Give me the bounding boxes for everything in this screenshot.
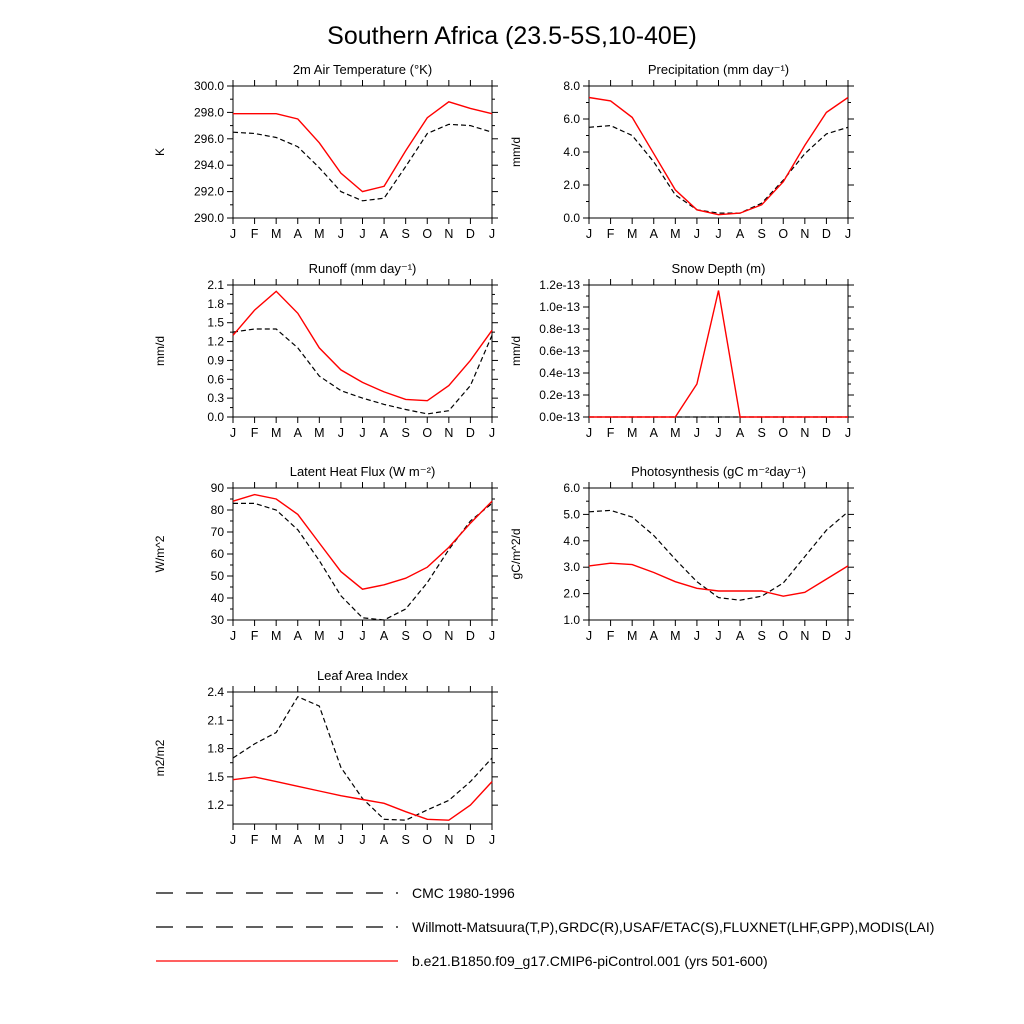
chart-title: Latent Heat Flux (W m⁻²): [289, 464, 436, 479]
x-tick-label: F: [606, 629, 615, 643]
y-tick-label: 30: [210, 613, 224, 627]
legend: [156, 876, 934, 978]
x-tick-label: D: [821, 629, 831, 643]
y-tick-label: 0.4e-13: [539, 366, 580, 380]
y-tick-label: 296.0: [193, 131, 224, 146]
y-axis: [227, 692, 498, 805]
temperature-plot: [148, 60, 500, 256]
x-tick-label: J: [337, 426, 345, 440]
x-tick-label: J: [715, 629, 722, 643]
x-tick-label: M: [314, 227, 325, 241]
x-tick-label: A: [293, 833, 302, 847]
y-tick-label: 40: [210, 591, 224, 605]
temperature-observed-line: [233, 124, 492, 201]
y-tick-label: 298.0: [193, 105, 224, 120]
x-tick-label: O: [778, 426, 789, 440]
y-tick-label: 1.0e-13: [539, 300, 580, 314]
series: [589, 98, 848, 215]
x-tick-label: J: [585, 426, 593, 440]
x-tick-label: S: [757, 426, 766, 440]
y-tick-label: 2.1: [207, 278, 224, 292]
x-tick-label: J: [359, 227, 366, 241]
x-tick-label: S: [401, 629, 410, 643]
y-axis-label: mm/d: [509, 336, 523, 366]
x-tick-label: M: [270, 227, 282, 241]
x-tick-label: J: [229, 629, 237, 643]
series: [589, 510, 848, 600]
y-tick-label: 290.0: [193, 211, 224, 225]
x-tick-label: M: [314, 426, 325, 440]
chart-snow-depth: [504, 259, 856, 455]
chart-title: Photosynthesis (gC m⁻²day⁻¹): [631, 464, 806, 479]
y-tick-label: 294.0: [193, 158, 224, 173]
x-tick-label: J: [693, 426, 701, 440]
x-axis: [233, 686, 492, 830]
photosynthesis-observed-line: [589, 510, 848, 600]
chart-photosynthesis: [504, 462, 856, 658]
runoff-plot: [148, 259, 500, 455]
x-axis: [233, 80, 492, 224]
x-tick-label: J: [488, 227, 496, 241]
x-tick-label: A: [293, 227, 302, 241]
x-tick-label: M: [626, 227, 638, 241]
x-tick-label: M: [314, 833, 325, 847]
chart-runoff: [148, 259, 500, 455]
x-tick-label: A: [649, 629, 658, 643]
runoff-model-line: [233, 291, 492, 400]
x-tick-label: A: [735, 426, 745, 440]
latent-heat-flux-model-line: [233, 495, 492, 590]
legend-item-obs-composite: [156, 910, 934, 944]
chart-title: Leaf Area Index: [316, 668, 409, 683]
x-tick-label: D: [465, 227, 475, 241]
x-tick-label: J: [715, 227, 722, 241]
x-tick-label: F: [250, 227, 259, 241]
x-tick-label: J: [229, 426, 237, 440]
x-tick-label: D: [465, 833, 475, 847]
y-tick-label: 60: [210, 547, 224, 561]
snow-depth-plot: [504, 259, 856, 455]
y-tick-label: 2.0: [563, 586, 580, 601]
x-tick-label: D: [821, 426, 831, 440]
y-tick-label: 2.1: [207, 713, 224, 728]
x-tick-label: J: [337, 833, 345, 847]
x-tick-label: M: [626, 629, 638, 643]
x-tick-label: J: [693, 629, 701, 643]
x-tick-label: M: [314, 629, 325, 643]
x-tick-label: J: [488, 833, 496, 847]
x-tick-label: J: [488, 629, 496, 643]
x-tick-label: A: [293, 426, 302, 440]
x-tick-label: N: [800, 629, 810, 643]
y-tick-label: 0.0: [207, 410, 224, 424]
x-tick-label: O: [422, 833, 433, 847]
x-tick-label: J: [359, 833, 366, 847]
plot-frame: [589, 285, 848, 417]
y-axis: [227, 86, 498, 218]
x-tick-label: N: [444, 833, 454, 847]
x-tick-label: A: [293, 629, 302, 643]
x-tick-label: N: [444, 426, 454, 440]
x-tick-label: O: [778, 629, 789, 643]
y-axis: [583, 86, 854, 218]
plot-frame: [589, 86, 848, 218]
chart-title: Runoff (mm day⁻¹): [308, 261, 417, 276]
series: [233, 495, 492, 620]
chart-precipitation: [504, 60, 856, 256]
y-axis: [583, 488, 854, 620]
latent-heat-flux-plot: [148, 462, 500, 658]
leaf-area-index-observed-line: [233, 697, 492, 821]
leaf-area-index-plot: [148, 666, 500, 862]
y-tick-label: 1.2e-13: [539, 278, 580, 292]
x-tick-label: F: [250, 426, 259, 440]
y-axis: [227, 285, 498, 417]
y-tick-label: 292.0: [193, 184, 224, 199]
x-tick-label: J: [337, 629, 345, 643]
plot-frame: [589, 488, 848, 620]
x-tick-label: M: [270, 629, 282, 643]
x-tick-label: S: [401, 426, 410, 440]
x-tick-label: O: [422, 629, 433, 643]
x-tick-label: S: [757, 227, 766, 241]
x-tick-label: M: [670, 629, 681, 643]
legend-label-model: b.e21.B1850.f09_g17.CMIP6-piControl.001 (yrs 501-600): [412, 953, 768, 969]
x-tick-label: S: [401, 227, 410, 241]
chart-2m-air-temperature: [148, 60, 500, 256]
chart-title: Snow Depth (m): [671, 261, 766, 276]
x-tick-label: A: [379, 426, 389, 440]
x-axis: [589, 80, 848, 224]
x-tick-label: A: [379, 227, 389, 241]
x-tick-label: A: [649, 227, 658, 241]
precipitation-plot: [504, 60, 856, 256]
y-tick-label: 1.0: [563, 613, 580, 627]
y-tick-label: 1.8: [207, 296, 224, 311]
chart-title: 2m Air Temperature (°K): [292, 62, 433, 77]
plot-frame: [233, 692, 492, 824]
y-tick-label: 0.0e-13: [539, 410, 580, 424]
y-axis-label: m2/m2: [153, 739, 167, 777]
page-title: Southern Africa (23.5-5S,10-40E): [327, 22, 697, 50]
y-axis: [583, 285, 854, 417]
series: [233, 291, 492, 414]
snow-depth-model-line: [589, 291, 848, 418]
x-tick-label: A: [379, 833, 389, 847]
photosynthesis-plot: [504, 462, 856, 658]
x-tick-label: A: [735, 227, 745, 241]
runoff-observed-line: [233, 329, 492, 414]
x-tick-label: F: [606, 227, 615, 241]
x-tick-label: M: [270, 426, 282, 440]
y-tick-label: 300.0: [193, 79, 224, 93]
x-tick-label: J: [844, 629, 852, 643]
chart-title: Precipitation (mm day⁻¹): [647, 62, 790, 77]
x-tick-label: J: [844, 426, 852, 440]
y-tick-label: 2.4: [207, 685, 224, 699]
series: [233, 697, 492, 821]
x-tick-label: F: [250, 833, 259, 847]
series: [589, 291, 848, 418]
y-tick-label: 8.0: [563, 79, 580, 93]
x-tick-label: N: [800, 426, 810, 440]
x-tick-label: S: [757, 629, 766, 643]
x-axis: [233, 482, 492, 626]
y-tick-label: 6.0: [563, 112, 580, 126]
y-axis-label: gC/m^2/d: [509, 528, 523, 580]
x-tick-label: D: [821, 227, 831, 241]
y-axis-label: K: [153, 147, 167, 157]
y-tick-label: 0.3: [207, 391, 224, 406]
latent-heat-flux-observed-line: [233, 503, 492, 620]
x-axis: [233, 279, 492, 423]
y-tick-label: 1.2: [207, 798, 224, 813]
x-tick-label: M: [626, 426, 638, 440]
x-tick-label: J: [488, 426, 496, 440]
x-axis: [589, 482, 848, 626]
temperature-model-line: [233, 102, 492, 192]
y-axis-label: W/m^2: [153, 535, 167, 573]
y-tick-label: 50: [210, 569, 224, 583]
x-tick-label: J: [359, 426, 366, 440]
x-tick-label: O: [422, 227, 433, 241]
x-tick-label: A: [649, 426, 658, 440]
x-tick-label: S: [401, 833, 410, 847]
y-tick-label: 1.8: [207, 741, 224, 756]
y-tick-label: 70: [210, 525, 224, 539]
plot-frame: [233, 488, 492, 620]
y-tick-label: 1.2: [207, 334, 224, 349]
y-tick-label: 1.5: [207, 769, 224, 784]
x-tick-label: J: [359, 629, 366, 643]
x-tick-label: J: [844, 227, 852, 241]
y-tick-label: 80: [210, 503, 224, 517]
chart-latent-heat-flux: [148, 462, 500, 658]
y-tick-label: 0.6e-13: [539, 344, 580, 358]
y-axis-label: mm/d: [153, 336, 167, 366]
y-tick-label: 0.9: [207, 353, 224, 368]
y-axis-label: mm/d: [509, 137, 523, 167]
x-tick-label: J: [229, 833, 237, 847]
solid-line-swatch: [156, 957, 398, 965]
legend-item-cmc: [156, 876, 934, 910]
dashed-line-swatch: [156, 889, 398, 897]
y-tick-label: 2.0: [563, 178, 580, 192]
x-tick-label: N: [800, 227, 810, 241]
x-tick-label: F: [606, 426, 615, 440]
dashed-line-swatch: [156, 923, 398, 931]
y-tick-label: 1.5: [207, 315, 224, 330]
x-axis: [589, 279, 848, 423]
y-tick-label: 0.2e-13: [539, 388, 580, 402]
plot-frame: [233, 86, 492, 218]
x-tick-label: J: [585, 227, 593, 241]
legend-label-obs-composite: Willmott-Matsuura(T,P),GRDC(R),USAF/ETAC(S),FLUXNET(LHF,GPP),MODIS(LAI): [412, 919, 935, 935]
x-tick-label: J: [337, 227, 345, 241]
x-tick-label: J: [585, 629, 593, 643]
y-tick-label: 0.6: [207, 372, 224, 387]
x-tick-label: A: [735, 629, 745, 643]
plot-frame: [233, 285, 492, 417]
y-tick-label: 4.0: [563, 533, 580, 548]
y-tick-label: 90: [210, 481, 224, 495]
y-tick-label: 0.8e-13: [539, 322, 580, 336]
y-tick-label: 0.0: [563, 211, 580, 225]
y-tick-label: 4.0: [563, 145, 580, 159]
y-tick-label: 3.0: [563, 560, 580, 575]
x-tick-label: O: [422, 426, 433, 440]
x-tick-label: O: [778, 227, 789, 241]
legend-item-model: [156, 944, 934, 978]
x-tick-label: A: [379, 629, 389, 643]
x-tick-label: D: [465, 629, 475, 643]
x-tick-label: M: [270, 833, 282, 847]
photosynthesis-model-line: [589, 563, 848, 596]
x-tick-label: F: [250, 629, 259, 643]
precipitation-model-line: [589, 98, 848, 215]
y-tick-label: 6.0: [563, 481, 580, 495]
legend-label-cmc: CMC 1980-1996: [412, 885, 515, 901]
x-tick-label: N: [444, 629, 454, 643]
x-tick-label: J: [715, 426, 722, 440]
chart-leaf-area-index: [148, 666, 500, 862]
x-tick-label: M: [670, 426, 681, 440]
y-tick-label: 5.0: [563, 507, 580, 522]
x-tick-label: N: [444, 227, 454, 241]
series: [233, 102, 492, 201]
x-tick-label: J: [229, 227, 237, 241]
x-tick-label: J: [693, 227, 701, 241]
x-tick-label: M: [670, 227, 681, 241]
x-tick-label: D: [465, 426, 475, 440]
